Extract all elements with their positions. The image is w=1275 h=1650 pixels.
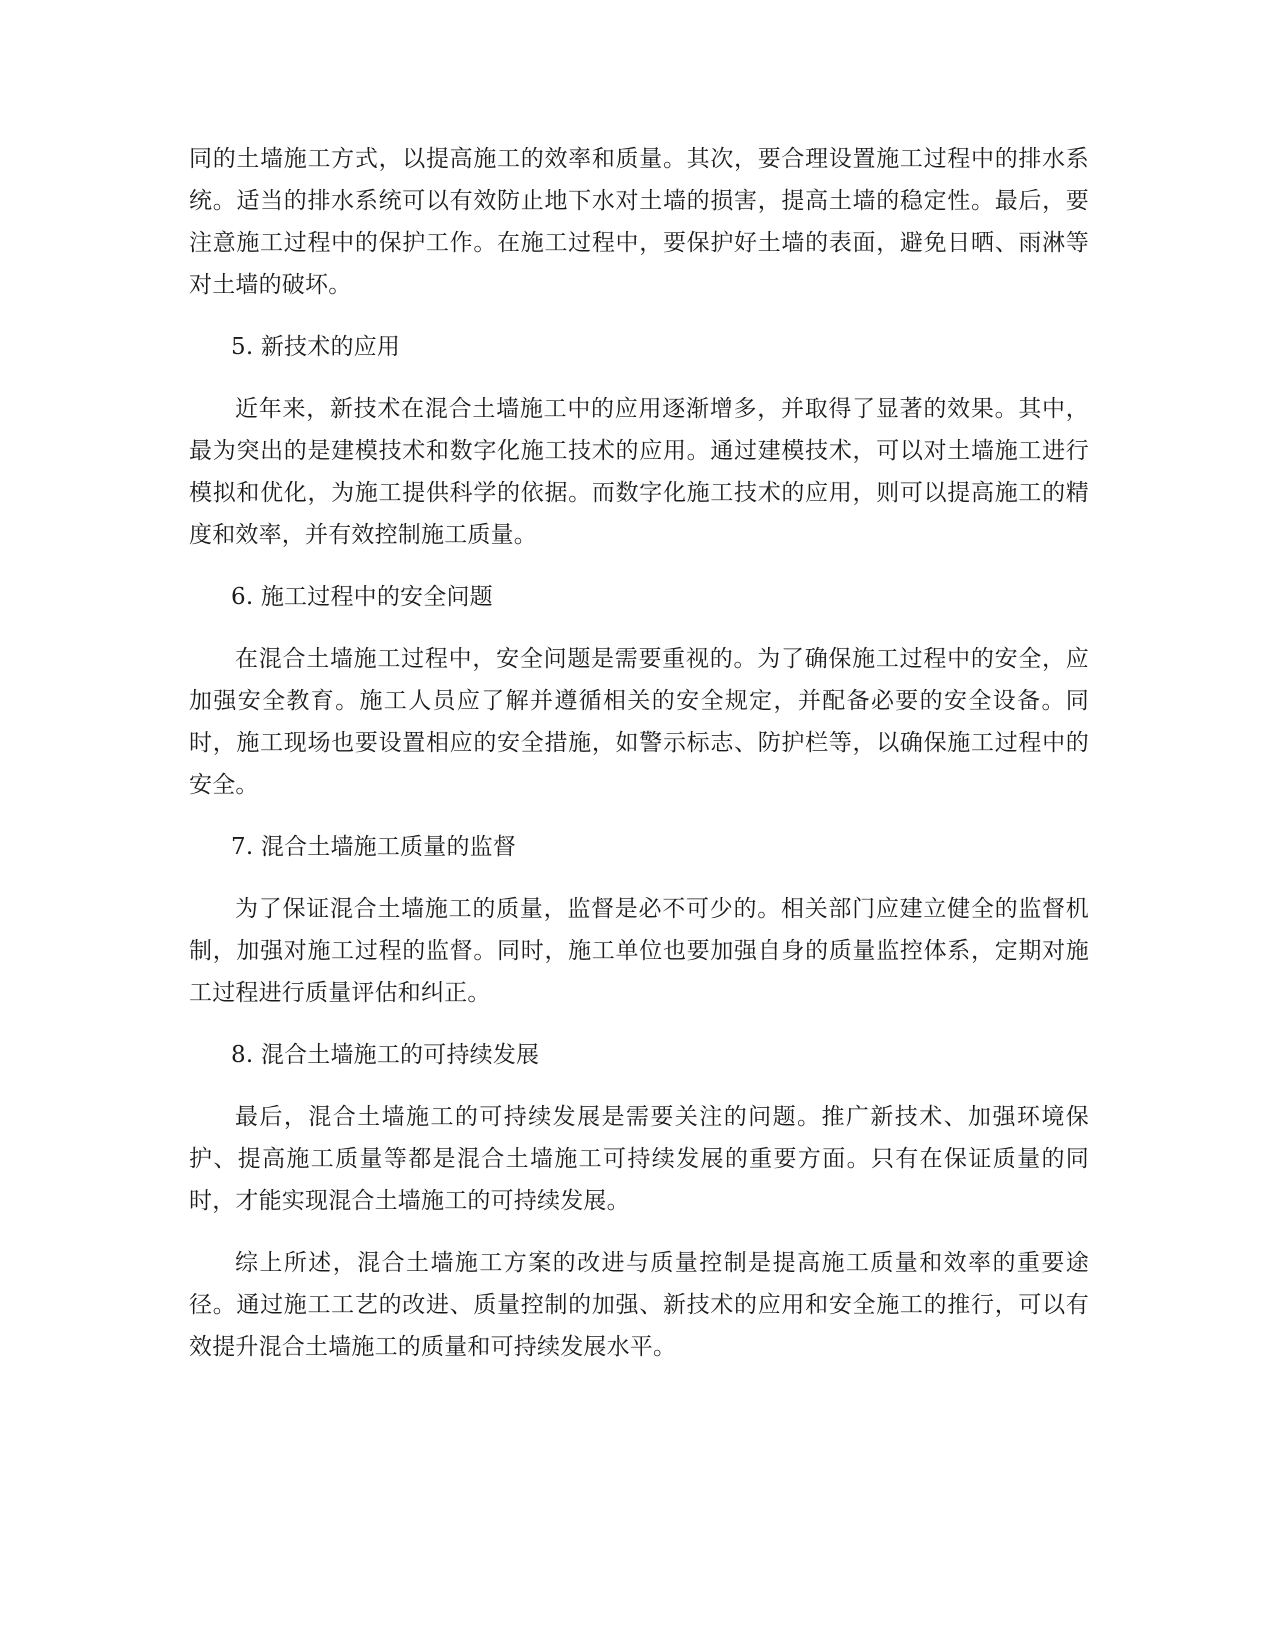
section-heading-8: 8. 混合土墙施工的可持续发展 <box>231 1042 540 1068</box>
paragraph-safety: 在混合土墙施工过程中，安全问题是需要重视的。为了确保施工过程中的安全，应加强安全教育。施工人员应了解并遵循相关的安全规定，并配备必要的安全设备。同时，施工现场也要设置相应的安全措施，如警示标志、防护栏等，以确保施工过程中的安全。 <box>189 646 1089 798</box>
paragraph-continued: 同的土墙施工方式，以提高施工的效率和质量。其次，要合理设置施工过程中的排水系统。适当的排水系统可以有效防止地下水对土墙的损害，提高土墙的稳定性。最后，要注意施工过程中的保护工作。在施工过程中，要保护好土墙的表面，避免日晒、雨淋等对土墙的破坏。 <box>189 146 1089 298</box>
document-body <box>189 138 1089 1388</box>
paragraph-new-technology: 近年来，新技术在混合土墙施工中的应用逐渐增多，并取得了显著的效果。其中，最为突出的是建模技术和数字化施工技术的应用。通过建模技术，可以对土墙施工进行模拟和优化，为施工提供科学的依据。而数字化施工技术的应用，则可以提高施工的精度和效率，并有效控制施工质量。 <box>189 396 1089 548</box>
paragraph-conclusion: 综上所述，混合土墙施工方案的改进与质量控制是提高施工质量和效率的重要途径。通过施工工艺的改进、质量控制的加强、新技术的应用和安全施工的推行，可以有效提升混合土墙施工的质量和可持续发展水平。 <box>189 1250 1089 1360</box>
section-heading-7: 7. 混合土墙施工质量的监督 <box>231 834 517 860</box>
section-heading-5: 5. 新技术的应用 <box>231 334 401 360</box>
paragraph-supervision: 为了保证混合土墙施工的质量，监督是必不可少的。相关部门应建立健全的监督机制，加强对施工过程的监督。同时，施工单位也要加强自身的质量监控体系，定期对施工过程进行质量评估和纠正。 <box>189 896 1089 1006</box>
paragraph-sustainability: 最后，混合土墙施工的可持续发展是需要关注的问题。推广新技术、加强环境保护、提高施工质量等都是混合土墙施工可持续发展的重要方面。只有在保证质量的同时，才能实现混合土墙施工的可持续发展。 <box>189 1104 1089 1214</box>
section-heading-6: 6. 施工过程中的安全问题 <box>231 584 493 610</box>
